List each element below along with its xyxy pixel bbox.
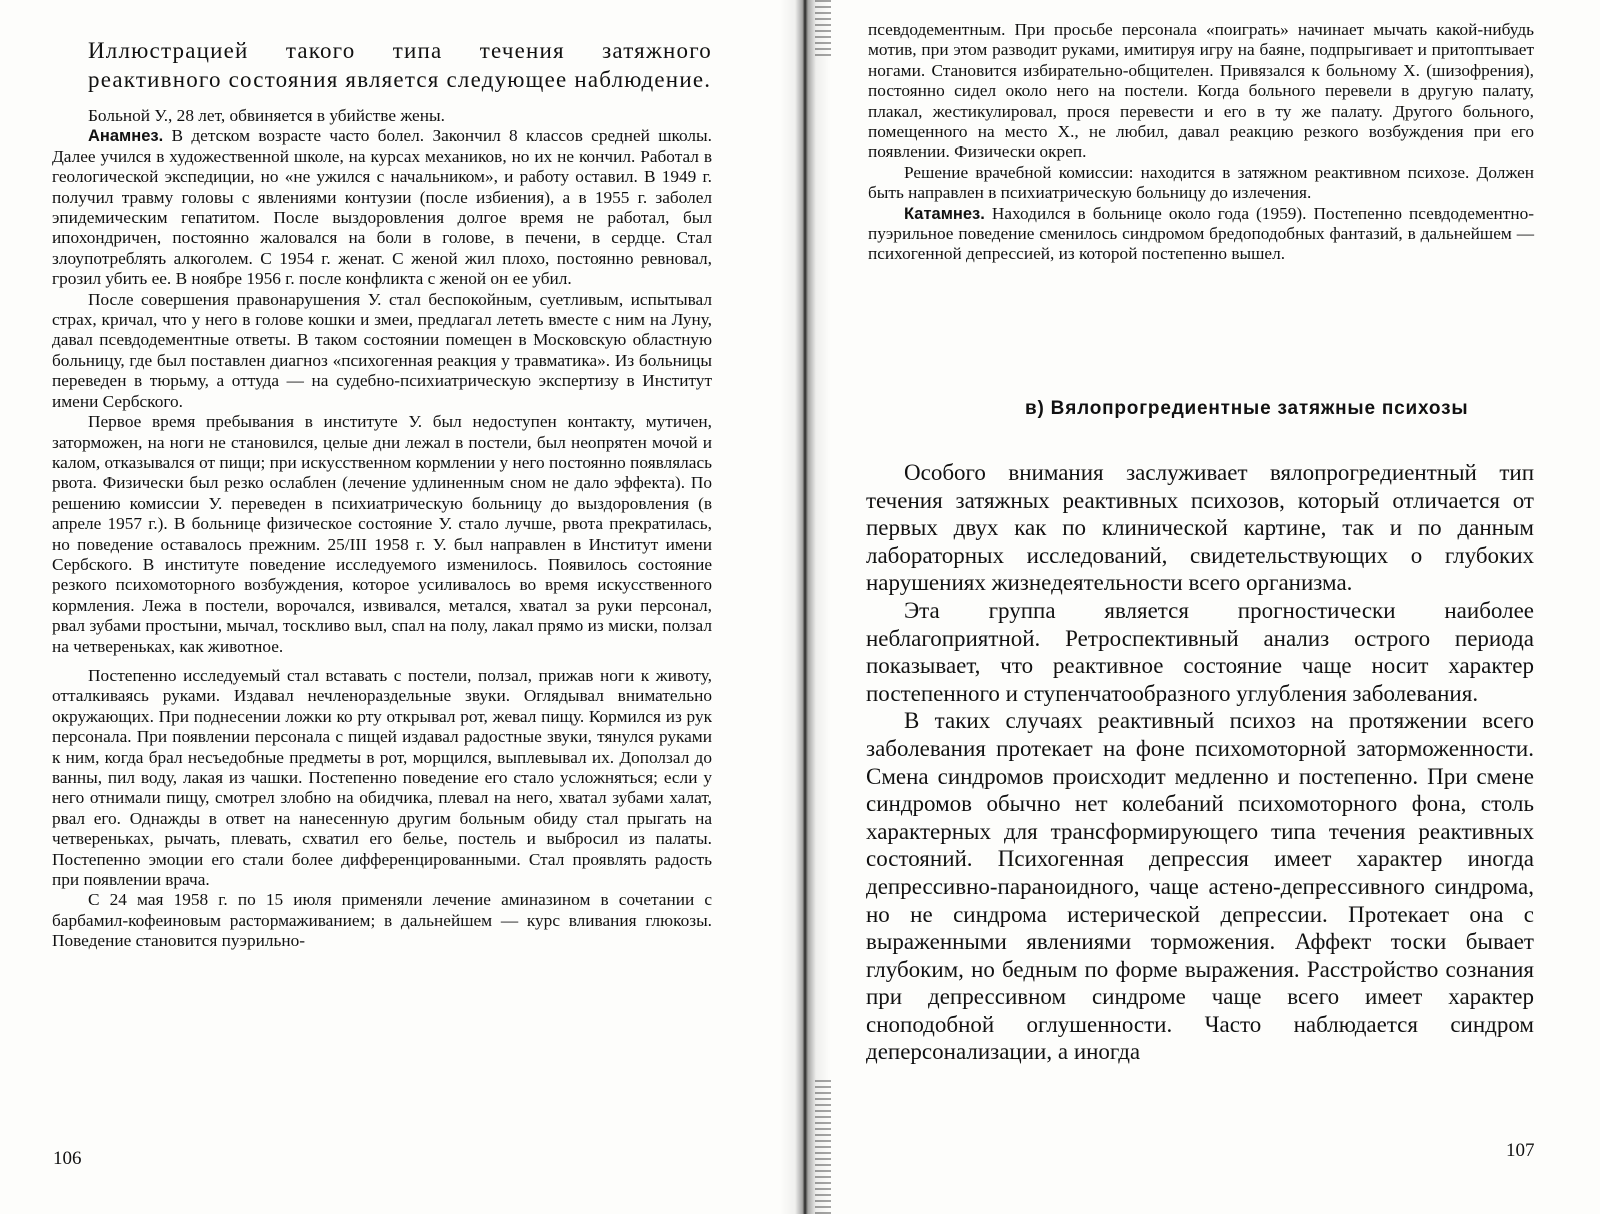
commission-paragraph: Решение врачебной комиссии: находится в затяжном реактивном психозе. Должен быть направлен в психиатрическую больницу до излечения.: [868, 162, 1534, 203]
left-body: [52, 106, 712, 952]
intro-paragraph: [88, 36, 712, 94]
right-page: [808, 0, 1600, 1214]
page-number-right: 107: [1506, 1140, 1535, 1161]
body-paragraph: Эта группа является прогностически наиболее неблагоприятной. Ретроспективный анализ острого периода показывает, что реактивное состояние чаще носит характер постепенного и ступенчатообразного углубления заболевания.: [866, 597, 1534, 706]
anamnesis-label: Анамнез.: [88, 127, 164, 146]
anamnesis-text: В детском возрасте часто болел. Закончил 8 классов средней школы. Далее учился в художественной школе, на курсах механиков, но их не кончил. Работал в геологической экспедиции, но «не ужился с начальником», и работу оставил. В 1949 г. получил травму головы с явлениями контузии (после избиения), а в 1955 г. заболел эпидемическим гепатитом. После выздоровления долгое время не работал, был ипохондричен, постоянно жаловался на боли в голове, в печени, в сердце. Стал злоупотреблять алкоголем. С 1954 г. женат. С женой жил плохо, постоянно ревновал, грозил убить ее. В ноябре 1956 г. после конфликта с женой он ее убил.: [52, 126, 712, 289]
right-top-block: [868, 20, 1534, 265]
body-paragraph: После совершения правонарушения У. стал беспокойным, суетливым, испытывал страх, кричал, что у него в голове кошки и змеи, предлагал лететь вместе с ним на Луну, давал псевдодементные ответы. В таком состоянии помещен в Московскую областную больницу, где был поставлен диагноз «психогенная реакция у травматика». Из больницы переведен в тюрьму, а оттуда — на судебно-психиатрическую экспертизу в Институт имени Сербского.: [52, 289, 712, 411]
catamnesis-text: Находился в больнице около года (1959). Постепенно псевдодементно-пуэрильное поведение сменилось синдромом бредоподобных фантазий, в дальнейшем — психогенной депрессией, из которой постепенно вышел.: [868, 203, 1534, 264]
page-number-left: 106: [53, 1148, 82, 1169]
anamnesis-paragraph: [52, 126, 712, 289]
body-paragraph: В таких случаях реактивный психоз на протяжении всего заболевания протекает на фоне психомоторной заторможенности. Смена синдромов происходит медленно и постепенно. При смене синдромов обычно нет колебаний психомоторного фона, столь характерных для трансформирующего типа течения реактивных состояний. Психогенная депрессия имеет характер иногда депрессивно-параноидного, чаще астено-депрессивного синдрома, но не синдрома истерической депрессии. Протекает она с выраженными явлениями торможения. Аффект тоски бывает глубоким, но бедным по форме выражения. Расстройство сознания при депрессивном синдроме чаще всего имеет характер сноподобной оглушенности. Часто наблюдается синдром деперсонализации, а иногда: [866, 708, 1534, 1065]
catamnesis-label: Катамнез.: [904, 204, 985, 223]
body-paragraph: Постепенно исследуемый стал вставать с постели, ползал, прижав ноги к животу, отталкиваясь руками. Издавал нечленораздельные звуки. Оглядывал внимательно окружающих. При поднесении ложки ко рту открывал рот, жевал пищу. Кормился из рук персонала. При появлении персонала с пищей издавал радостные звуки, тянулся руками к ним, когда брал несъедобные предметы в рот, морщился, выплевывал их. Доползал до ванны, пил воду, лакая из чашки. Постепенно поведение его стало усложняться; если у него отнимали пищу, смотрел злобно на обидчика, плевал на него, хватал зубами халат, рвал его. Однажды в ответ на нанесенную другим больным обиду стал прыгать на четвереньках, рычать, плевать, схватил его белье, постель и выбросил из палаты. Постепенно эмоции его стали более дифференцированными. Стал проявлять радость при появлении врача.: [52, 665, 712, 890]
body-paragraph: псевдодементным. При просьбе персонала «поиграть» начинает мычать какой-нибудь мотив, при этом разводит руками, имитируя игру на баяне, подпрыгивает и притоптывает ногами. Становится избирательно-общителен. Привязался к больному Х. (шизофрения), постоянно сидел около него на постели. Когда больного перевели в другую палату, плакал, жестикулировал, прося перевести и его в ту же палату. Другого больного, помещенного на место Х., не любил, давал реакцию резкого возбуждения при его появлении. Физически окреп.: [868, 20, 1534, 162]
section-heading: в) Вялопрогредиентные затяжные психозы: [1025, 398, 1469, 419]
body-paragraph: Особого внимания заслуживает вялопрогредиентный тип течения затяжных реактивных психозов, который отличается от первых двух как по клинической картине, так и по данным лабораторных исследований, свидетельствующих о глубоких нарушениях жизнедеятельности всего организма.: [866, 460, 1534, 596]
intro-text: Иллюстрацией такого типа течения затяжного реактивного состояния является следующее наблюдение.: [88, 38, 712, 92]
right-main-block: [866, 459, 1534, 1066]
body-paragraph: С 24 мая 1958 г. по 15 июля применяли лечение аминазином в сочетании с барбамил-кофеиновым растормаживанием; в дальнейшем — курс вливания глюкозы. Поведение становится пуэрильно-: [52, 890, 712, 951]
catamnesis-paragraph: [868, 204, 1534, 265]
case-paragraph: Больной У., 28 лет, обвиняется в убийстве жены.: [88, 106, 445, 125]
body-paragraph: Первое время пребывания в институте У. был недоступен контакту, мутичен, заторможен, на ноги не становился, целые дни лежал в постели, был неопрятен мочой и калом, отказывался от пищи; при искусственном кормлении у него постоянно появлялась рвота. Физически был резко ослаблен (лечение удлиненным сном не дало эффекта). По решению комиссии У. переведен в психиатрическую больницу до выздоровления (в апреле 1957 г.). В больнице физическое состояние У. стало лучше, рвота прекратилась, но поведение оставалось прежним. 25/III 1958 г. У. был направлен в Институт имени Сербского. В институте поведение исследуемого изменилось. Появилось состояние резкого психомоторного возбуждения, которое усиливалось во время искусственного кормления. Лежа в постели, ворочался, извивался, метался, хватал за руки персонал, рвал зубами простыни, мычал, тоскливо выл, спал на полу, лакал прямо из миски, ползал на четвереньках, как животное.: [52, 412, 712, 656]
